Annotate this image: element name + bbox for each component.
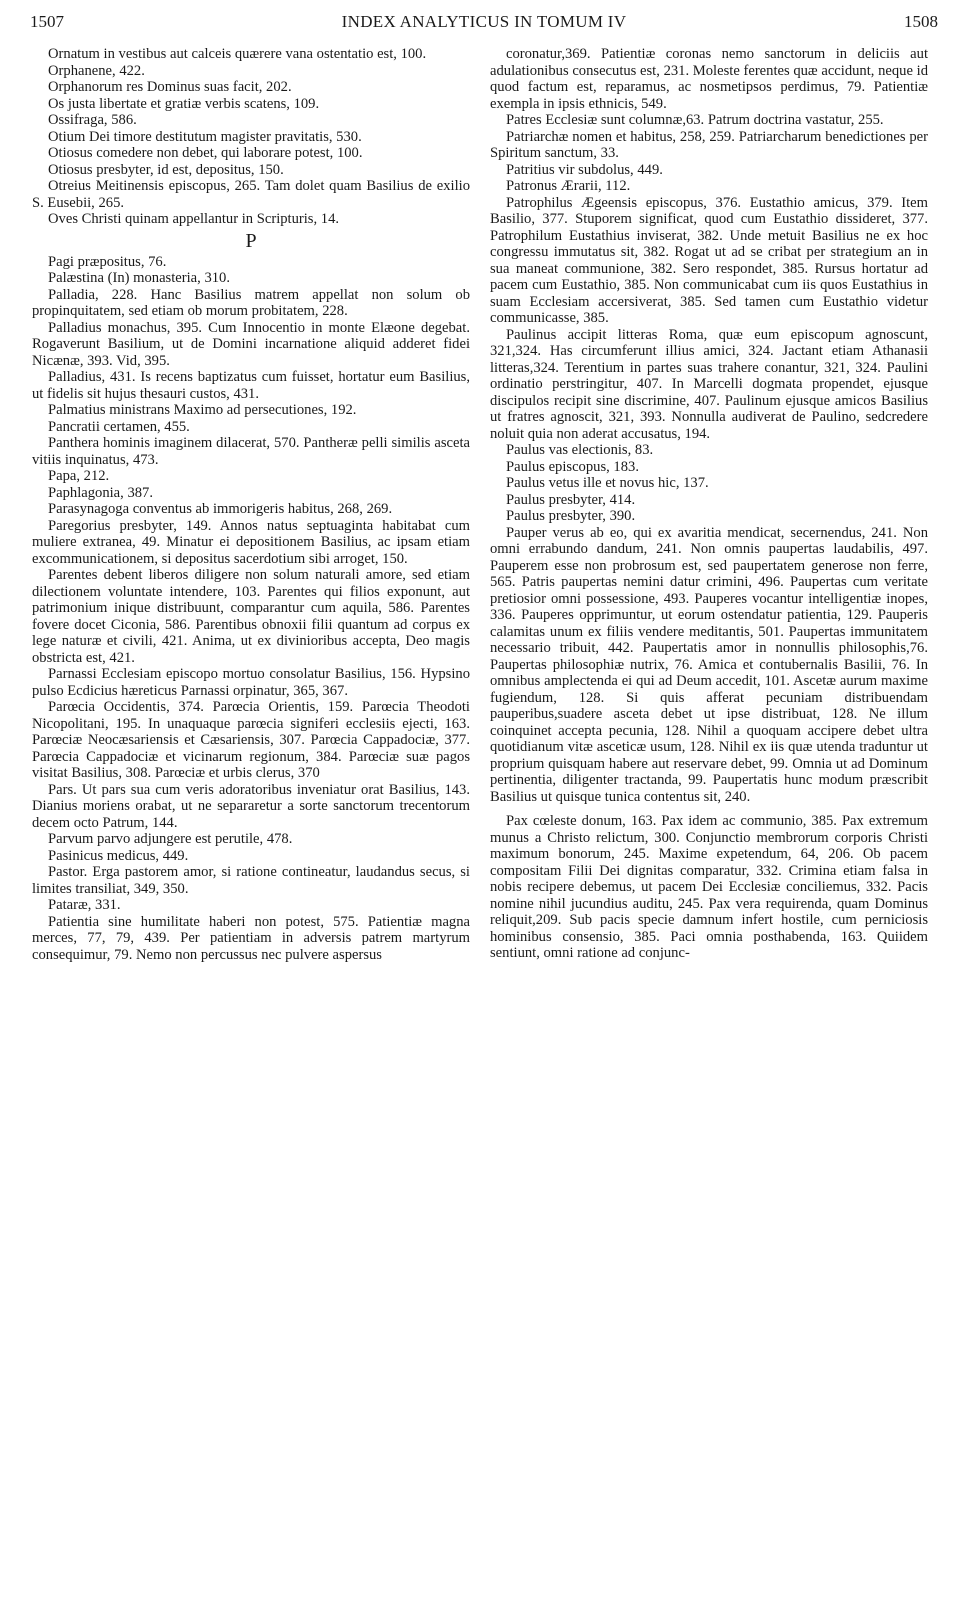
index-entry: Orphanorum res Dominus suas facit, 202.	[48, 79, 292, 95]
section-letter: P	[245, 229, 257, 252]
index-entry: Patrophilus Ægeensis episcopus, 376. Eustathio amicus, 379. Item Basilio, 377. Stuporem significat, quod cum Eustathio dissideret, 377. Patrophilum Eustathius inviserat, 382. Unde metuit Basilius ne ex hoc congressu immutatus sit, 382. Rogat ut ad se cribat per strategium an in sua maneat communione, 382. Sero respondet, 385. Rursus hortatur ad pacem cum Eustathio, 385. Non communicabat cum iis quos Eustathius in suam Ecclesiam accersiverat, 385. Sed tamen cum Eustathio videtur communicasse, 385.	[490, 194, 928, 326]
index-entry: Pax cœleste donum, 163. Pax idem ac communio, 385. Pax extremum munus a Christo relictum, 300. Conjunctio membrorum corporis Christi maximum bonorum, 245. Maxime expetendum, 64, 206. Ob pacem compositam Filii Dei dignitas comparatur, 332. Crimina etiam falsa in nobis recipere debemus, ut pacem Dei Ecclesiæ conciliemus, 332. Pacis nomine nihil jucundius auditu, 245. Pax vera requirenda, quam Dominus reliquit,209. Sub pacis specie damnum infert hostile, cum perniciosis hominibus consensio, 385. Paci omnia posthabenda, 163. Quiidem sentiunt, omni ratione ad conjunc-	[490, 813, 928, 961]
index-entry: Parœcia Occidentis, 374. Parœcia Orientis, 159. Parœcia Theodoti Nicopolitani, 195. In unaquaque parœcia signiferi ecclesiis ejecti, 163. Parœciæ Neocæsariensis et Cæsariensis, 307. Parœcia Cappadociæ, 377. Parœcia Cappadociæ et vicinarum regionum, 384. Parœciæ suæ pagos visitat Basilius, 308. Parœciæ et urbis clerus, 370	[32, 699, 470, 781]
index-entry: Palladius, 431. Is recens baptizatus cum fuisset, hortatur eum Basilius, ut fidelis sit hujus thesauri custos, 431.	[32, 369, 470, 402]
right-column	[490, 46, 928, 1601]
index-entry: Pasinicus medicus, 449.	[48, 847, 189, 864]
index-entry: Otiosus presbyter, id est, depositus, 150.	[48, 161, 284, 178]
right-entries-b	[490, 813, 928, 962]
index-entry: Pars. Ut pars sua cum veris adoratoribus inveniatur orat Basilius, 143. Dianius moriens orabat, ut ne separaretur a sorte sanctorum trecentorum decem octo Patrum, 144.	[32, 781, 470, 831]
index-entry: Palmatius ministrans Maximo ad persecutiones, 192.	[48, 402, 357, 418]
index-entry: Panthera hominis imaginem dilacerat, 570. Pantheræ pelli similis asceta vitiis inquinatus, 473.	[32, 435, 470, 468]
index-entry: Os justa libertate et gratiæ verbis scatens, 109.	[48, 95, 320, 112]
page-header	[30, 10, 938, 34]
index-entry: Palladia, 228. Hanc Basilius matrem appellat non solum ob propinquitatem, sed etiam ob morum probitatem, 228.	[32, 286, 470, 319]
index-entry: Paregorius presbyter, 149. Annos natus septuaginta habitabat cum muliere extranea, 49. Minatur ei depositionem Basilius, ac ipsam etiam excommunicationem, si depositus sacerdotium sibi arroget, 150.	[32, 517, 470, 567]
index-entry: Oves Christi quinam appellantur in Scripturis, 14.	[48, 211, 340, 227]
index-entry: Paulus vetus ille et novus hic, 137.	[506, 475, 709, 491]
index-entry: Orphanene, 422.	[48, 62, 145, 79]
left-column	[32, 46, 470, 1601]
index-entry: Patronus Ærarii, 112.	[506, 178, 631, 194]
index-entry: Ornatum in vestibus aut calceis quærere vana ostentatio est, 100.	[48, 46, 427, 62]
index-entry: Patientia sine humilitate haberi non potest, 575. Patientiæ magna merces, 77, 79, 439. Per patientiam in adversis patrem martyrum consequimur, 79. Nemo non percussus nec pulvere aspersus	[32, 913, 470, 963]
page-number-right: 1508	[904, 12, 938, 31]
index-entry: Palladius monachus, 395. Cum Innocentio in monte Elæone degebat. Rogaverunt Basilium, ut de Domini incarnatione aliquid adderet fidei Nicænæ, 393. Vid, 395.	[32, 319, 470, 369]
index-entry: Otiosus comedere non debet, qui laborare potest, 100.	[48, 145, 363, 161]
index-entry: Paphlagonia, 387.	[48, 484, 153, 501]
index-entry: Patriarchæ nomen et habitus, 258, 259. Patriarcharum benedictiones per Spiritum sanctum, 33.	[490, 128, 928, 161]
index-entry: Ossifraga, 586.	[48, 112, 137, 128]
page-number-left: 1507	[30, 12, 64, 31]
index-entry: Patres Ecclesiæ sunt columnæ,63. Patrum doctrina vastatur, 255.	[506, 112, 884, 128]
index-entry: Paulus vas electionis, 83.	[506, 442, 654, 458]
index-entry: coronatur,369. Patientiæ coronas nemo sanctorum in deliciis aut adulationibus consecutus est, 231. Moleste ferentes quæ accidunt, neque id quod factum est, reparamus, ac nosmetipsos perdimus, 79. Patientiæ exempla in ipsis ethnicis, 549.	[490, 46, 928, 112]
index-entry: Pauper verus ab eo, qui ex avaritia mendicat, secernendus, 241. Non omni errabundo dandum, 241. Non omnis paupertas laudabilis, 497. Pauperem esse non probrosum est, sed paupertatem generose non ferre, 565. Patris paupertas nemini datur crimini, 496. Paupertas cum veritate pretiosior omni possessione, 493. Pauperes vocantur intelligentiæ inopes, 336. Pauperes opprimuntur, ut eorum ostendatur patientia, 129. Pauperis calamitas unum ex filiis vendere meditantis, 501. Paupertas immunitatem necessario tribuit, 442. Paupertatis amor in nonnullis philosophis,76. Paupertas philosophiæ nutrix, 76. Amica et contubernalis Basilii, 76. In omnibus amplectenda ei qui ad Deum accedit, 101. Ascetæ aurum maxime fugiendum, 128. Si quis afferat pecuniam distribuendam pauperibus,suadere asceta debet ut ipse distribuat, 128. Ne illum coinquinet accepta pecunia, 128. Nihil a quoquam accipere debet ultra quotidianum vitæ asceticæ usum, 128. Nihil ex iis quæ utenda traduntur ut proprium quisquam habere aut reservare debet, 99. Omnia ut ad Dominum pertinentia, diligenter tractanda, 99. Paupertatis hunc modum præscribit Basilius ut quisque tunica contentus sit, 240.	[490, 524, 928, 805]
index-entry: Pataræ, 331.	[48, 897, 121, 913]
index-entry: Papa, 212.	[48, 468, 110, 484]
index-entry: Paulus presbyter, 390.	[506, 508, 636, 524]
index-entry: Parnassi Ecclesiam episcopo mortuo consolatur Basilius, 156. Hypsino pulso Ecdicius hæreticus Parnassi orpinatur, 365, 367.	[32, 666, 470, 699]
index-entry: Paulinus accipit litteras Roma, quæ eum episcopum agnoscunt, 321,324. Has circumferunt illius amici, 324. Jactant etiam Athanasii litteras,324. Terentium in partes suas trahere conantur, 321, 324. Paulini ordinatio perstringitur, 407. In Marcelli dogmata propendet, ejusque discipulos recipit sine discrimine, 407. Paulinum ejusque amicos Basilius ut fratres agnoscit, 321, 393. Nonnulla audiverat de Paulino, sedcredere noluit quia non aderat accusatus, 194.	[490, 326, 928, 442]
right-entries-a	[490, 46, 928, 805]
running-title: INDEX ANALYTICUS IN TOMUM IV	[341, 12, 627, 31]
index-entry: Paulus presbyter, 414.	[506, 491, 636, 508]
index-entry: Palæstina (In) monasteria, 310.	[48, 270, 230, 286]
index-entry: Pastor. Erga pastorem amor, si ratione contineatur, laudandus secus, si limites transiliat, 349, 350.	[32, 864, 470, 897]
index-entry: Otreius Meitinensis episcopus, 265. Tam dolet quam Basilius de exilio S. Eusebii, 265.	[32, 178, 470, 211]
index-entry: Parvum parvo adjungere est perutile, 478.	[48, 831, 293, 847]
index-entry: Parentes debent liberos diligere non solum naturali amore, sed etiam dilectionem voluntate intendere, 103. Parentes qui filios exponunt, aut patrimonium inique distribuunt, comparantur cum aquila, 586. Parentes fovere docet Ciconia, 586. Parentibus obnoxii filii quantum ad corpus ex lege naturæ et civili, 421. Anima, ut ex divinioribus accepta, Deo magis obstricta est, 421.	[32, 567, 470, 666]
index-entry: Paulus episcopus, 183.	[506, 458, 639, 475]
index-entry: Pancratii certamen, 455.	[48, 418, 190, 435]
index-entry: Pagi præpositus, 76.	[48, 253, 167, 270]
index-entry: Patritius vir subdolus, 449.	[506, 161, 663, 178]
left-entries-b	[32, 254, 470, 964]
left-entries-a	[32, 46, 470, 228]
index-entry: Parasynagoga conventus ab immorigeris habitus, 268, 269.	[48, 501, 393, 517]
index-entry: Otium Dei timore destitutum magister pravitatis, 530.	[48, 128, 362, 145]
